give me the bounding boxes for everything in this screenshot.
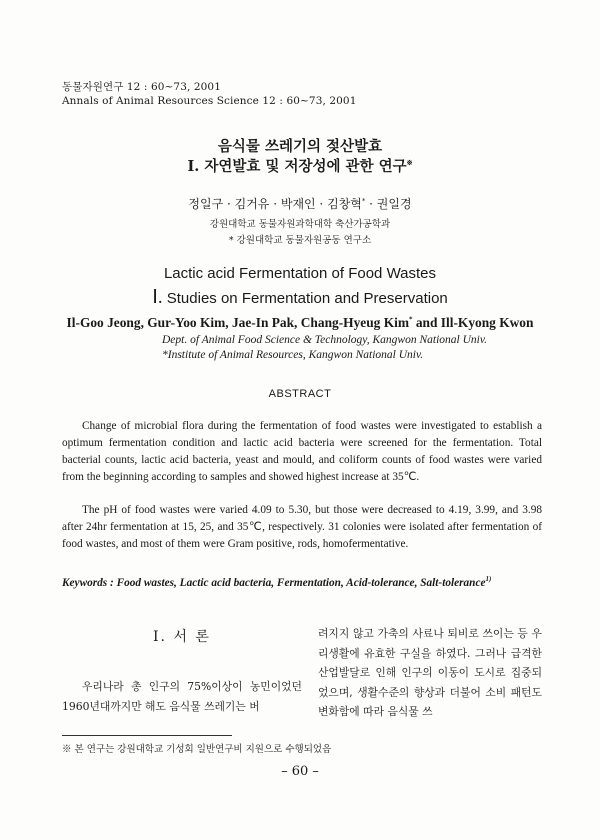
- abstract-paragraph-2: The pH of food wastes were varied 4.09 to 5.30, but those were decreased to 4.19, 3.99, and 3.98 after 24hr fermentation at 15, 25, and 35℃, respectively. 31 colonies were isolated after fermentation of food wastes, and most of them were Gram positive, rods, homofermentative.: [62, 504, 542, 550]
- authors-kr-mark: *: [361, 197, 366, 205]
- title-kr-line2: [0, 155, 600, 176]
- authors-en-last: and Ill-Kyong Kwon: [412, 315, 534, 330]
- affiliation-en-2: *Institute of Animal Resources, Kangwon National Univ.: [162, 349, 424, 361]
- title-kr-line2-text: Ⅰ. 자연발효 및 저장성에 관한 연구: [187, 158, 407, 175]
- section-title-introduction: Ⅰ. 서 론: [153, 629, 211, 645]
- authors-en: [0, 315, 600, 331]
- authors-kr: [0, 195, 600, 212]
- intro-left-column: 우리나라 총 인구의 75%이상이 농민이었던 1960년대까지만 해도 음식물 쓰레기는 버: [62, 680, 302, 713]
- abstract-heading: ABSTRACT: [268, 388, 332, 400]
- page-number: – 60 –: [281, 764, 319, 779]
- footnote: ※ 본 연구는 강원대학교 기성회 일반연구비 지원으로 수행되었음: [62, 744, 332, 755]
- title-en-line1: Lactic acid Fermentation of Food Wastes: [163, 265, 437, 282]
- abstract-paragraph-1: Change of microbial flora during the fermentation of food wastes were investigated to establish a optimum fermentation condition and lactic acid bacteria were screened for the fermentation. Total bacterial counts, lactic acid bacteria, yeast and mould, and coliform counts of food wastes were varied from the beginning according to samples and showed highest increase at 35℃.: [62, 420, 542, 483]
- intro-right-column: 려지지 않고 가축의 사료나 퇴비로 쓰이는 등 우리생활에 유효한 구실을 하였다. 그러나 급격한 산업발달로 인해 인구의 이동이 도시로 집중되었으며, 생활수준의 향상과 더불어 소비 패턴도 변화함에 따라 음식물 쓰: [318, 627, 542, 719]
- keywords-text: Keywords : Food wastes, Lactic acid bacteria, Fermentation, Acid-tolerance, Salt-tolerance: [62, 576, 486, 589]
- authors-en-mark: *: [409, 315, 413, 324]
- affiliation-kr-1: 강원대학교 동물자원과학대학 축산가공학과: [209, 219, 391, 230]
- keywords: [62, 575, 542, 589]
- authors-kr-last: · 권일경: [365, 197, 412, 211]
- title-en-line2-text: Studies on Fermentation and Preservation: [162, 290, 448, 307]
- title-kr-line1: 음식물 쓰레기의 젖산발효: [217, 138, 383, 155]
- keywords-footnote-mark: 1): [485, 575, 492, 583]
- authors-en-text: Il-Goo Jeong, Gur-Yoo Kim, Jae-In Pak, Chang-Hyeug Kim: [66, 315, 410, 330]
- journal-citation-kr: 동물자원연구 12 : 60~73, 2001: [62, 81, 221, 93]
- affiliation-kr-2: * 강원대학교 동물자원공동 연구소: [228, 235, 372, 246]
- journal-citation-en: Annals of Animal Resources Science 12 : 60~73, 2001: [62, 95, 357, 107]
- title-kr-footnote-mark: ※: [406, 158, 413, 168]
- title-en-roman-numeral: Ⅰ.: [152, 287, 163, 308]
- affiliation-en-1: Dept. of Animal Food Science & Technology, Kangwon National Univ.: [162, 334, 487, 346]
- title-en-line2: [0, 286, 600, 309]
- footnote-rule: [62, 735, 232, 736]
- authors-kr-text: 정일구 · 김거유 · 박재인 · 김창혁: [188, 197, 362, 211]
